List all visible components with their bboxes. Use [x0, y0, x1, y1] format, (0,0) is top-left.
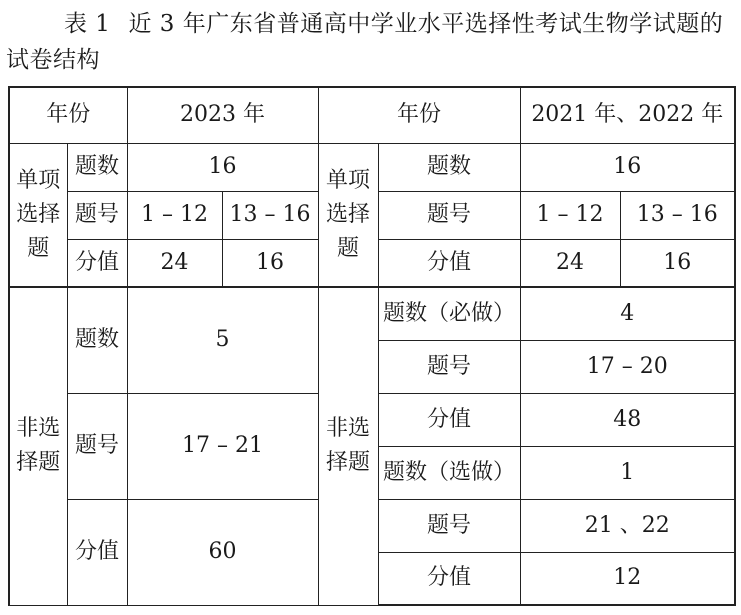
nc-right-required-score-label: 分值 — [378, 393, 520, 446]
sc-left-number-a: 1 – 12 — [127, 191, 222, 239]
non-choice-group-right: 非选择题 — [318, 287, 378, 605]
nc-left-number: 17 – 21 — [127, 393, 318, 499]
nc-left-score-label: 分值 — [67, 499, 127, 605]
nc-right-optional-count: 1 — [520, 446, 735, 499]
year-left: 2023 年 — [127, 87, 318, 143]
sc-right-score-label: 分值 — [378, 239, 520, 287]
sc-right-score-a: 24 — [520, 239, 620, 287]
single-choice-group-right: 单项选择题 — [318, 143, 378, 287]
sc-left-count-label: 题数 — [67, 143, 127, 191]
caption-line-1 — [6, 6, 736, 42]
year-label-left: 年份 — [9, 87, 127, 143]
table-row — [9, 287, 735, 340]
nc-right-optional-score: 12 — [520, 552, 735, 605]
nc-right-optional-number-label: 题号 — [378, 499, 520, 552]
nc-right-required-number: 17 – 20 — [520, 340, 735, 393]
sc-right-count-label: 题数 — [378, 143, 520, 191]
nc-right-optional-score-label: 分值 — [378, 552, 520, 605]
caption-title-part-2: 试卷结构 — [6, 47, 100, 73]
sc-right-number-label: 题号 — [378, 191, 520, 239]
nc-left-count: 5 — [127, 287, 318, 393]
sc-left-count: 16 — [127, 143, 318, 191]
nc-right-required-count: 4 — [520, 287, 735, 340]
exam-structure-table — [8, 86, 736, 606]
year-right: 2021 年、2022 年 — [520, 87, 735, 143]
sc-left-score-a: 24 — [127, 239, 222, 287]
table-caption — [6, 6, 736, 78]
nc-right-optional-count-label: 题数（选做） — [378, 446, 520, 499]
sc-right-count: 16 — [520, 143, 735, 191]
nc-left-count-label: 题数 — [67, 287, 127, 393]
nc-right-required-count-label: 题数（必做） — [378, 287, 520, 340]
caption-title-part-1: 近 3 年广东省普通高中学业水平选择性考试生物学试题的 — [128, 11, 724, 37]
sc-left-number-b: 13 – 16 — [222, 191, 318, 239]
nc-right-required-score: 48 — [520, 393, 735, 446]
sc-left-score-b: 16 — [222, 239, 318, 287]
sc-left-score-label: 分值 — [67, 239, 127, 287]
year-label-right: 年份 — [318, 87, 520, 143]
sc-right-number-a: 1 – 12 — [520, 191, 620, 239]
table-row — [9, 87, 735, 143]
nc-left-number-label: 题号 — [67, 393, 127, 499]
nc-right-optional-number: 21 、22 — [520, 499, 735, 552]
caption-label: 表 1 — [64, 11, 111, 37]
nc-right-required-number-label: 题号 — [378, 340, 520, 393]
sc-right-score-b: 16 — [620, 239, 735, 287]
nc-left-score: 60 — [127, 499, 318, 605]
sc-right-number-b: 13 – 16 — [620, 191, 735, 239]
sc-left-number-label: 题号 — [67, 191, 127, 239]
non-choice-group-left: 非选择题 — [9, 287, 67, 605]
table-row — [9, 143, 735, 191]
single-choice-group-left: 单项选择题 — [9, 143, 67, 287]
